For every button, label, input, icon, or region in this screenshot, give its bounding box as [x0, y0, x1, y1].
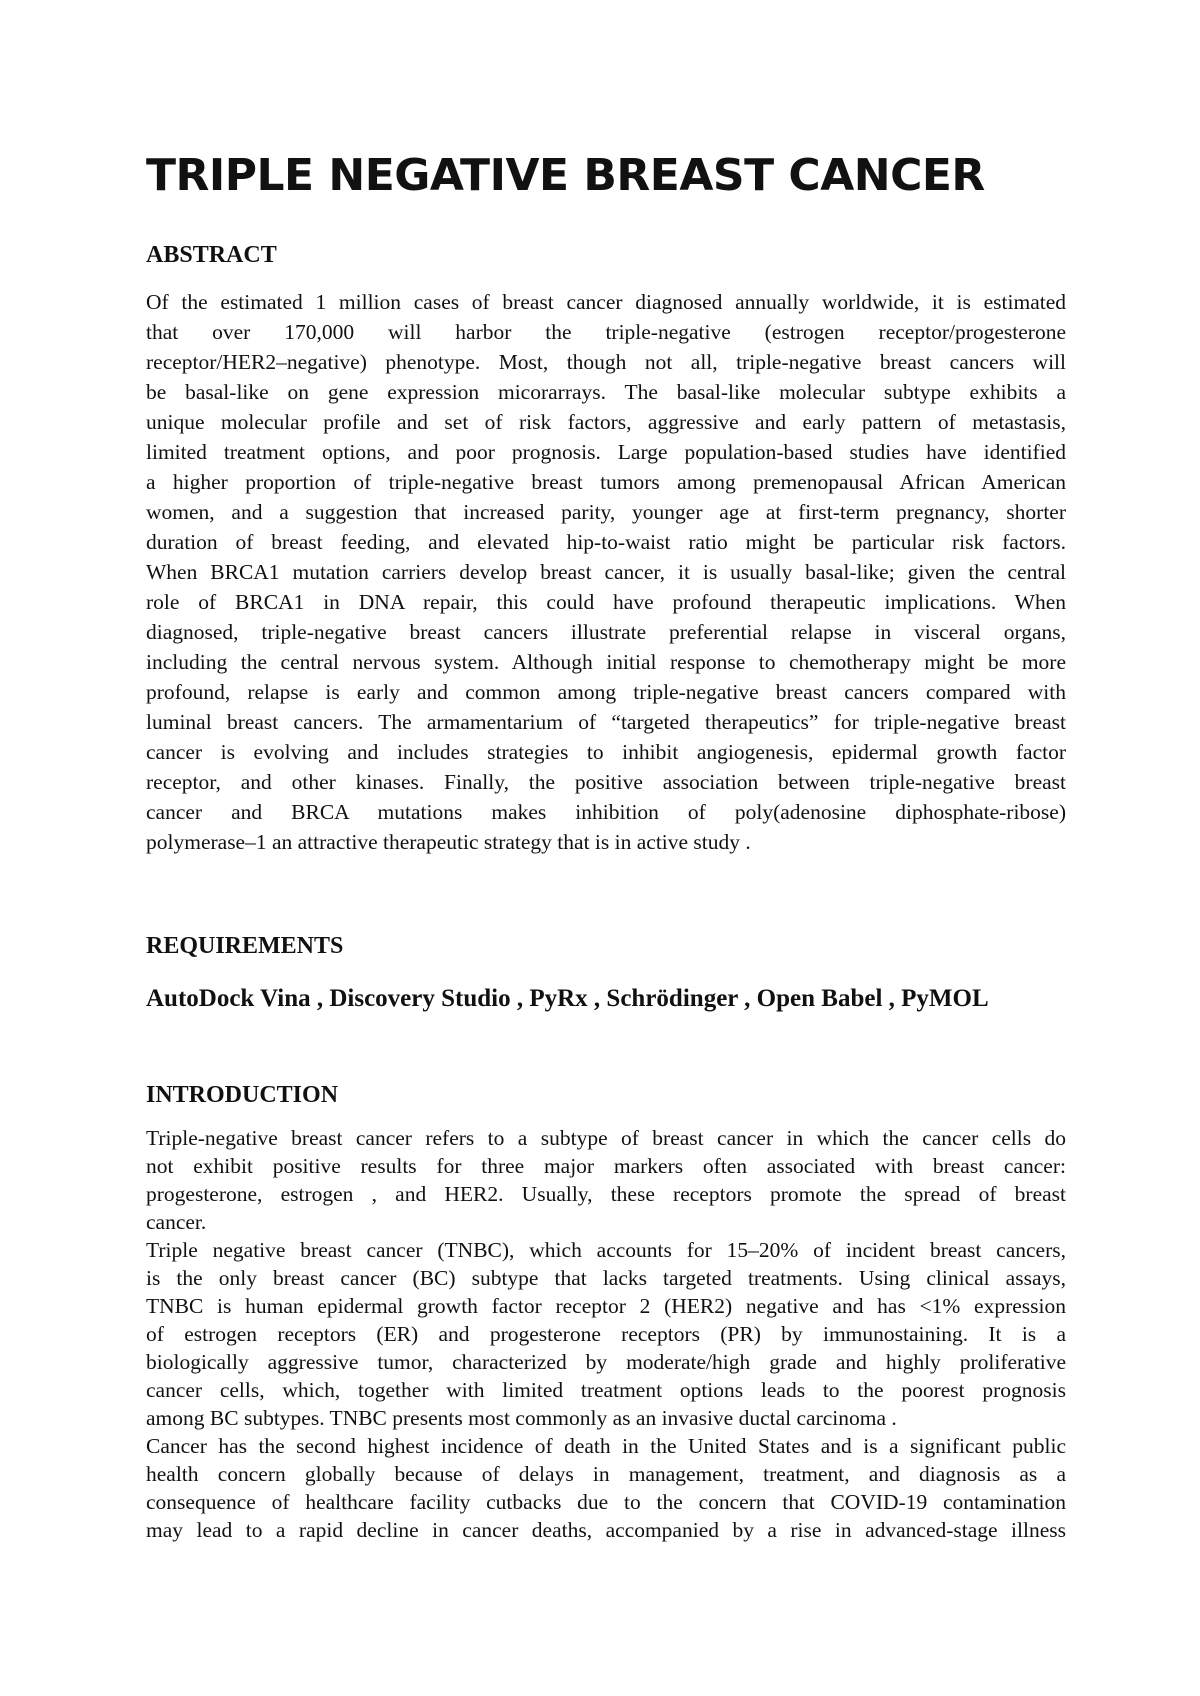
intro-line: biologically aggressive tumor, characterized by moderate/high grade and highly proliferative	[146, 1350, 1066, 1374]
abstract-line: be basal-like on gene expression micorarrays. The basal-like molecular subtype exhibits a	[146, 380, 1066, 404]
abstract-line: cancer and BRCA mutations makes inhibition of poly(adenosine diphosphate-ribose)	[146, 800, 1066, 824]
requirements-tools: AutoDock Vina , Discovery Studio , PyRx , Schrödinger , Open Babel , PyMOL	[146, 985, 989, 1012]
intro-line: consequence of healthcare facility cutbacks due to the concern that COVID-19 contamination	[146, 1490, 1066, 1514]
abstract-line: cancer is evolving and includes strategies to inhibit angiogenesis, epidermal growth factor	[146, 740, 1066, 764]
intro-line: Cancer has the second highest incidence of death in the United States and is a significant public	[146, 1434, 1066, 1458]
intro-line: is the only breast cancer (BC) subtype that lacks targeted treatments. Using clinical assays,	[146, 1266, 1066, 1290]
intro-line: cancer.	[146, 1210, 207, 1234]
abstract-line: luminal breast cancers. The armamentarium of “targeted therapeutics” for triple-negative breast	[146, 710, 1066, 734]
abstract-heading: ABSTRACT	[146, 242, 277, 268]
abstract-line: a higher proportion of triple-negative breast tumors among premenopausal African American	[146, 470, 1066, 494]
abstract-line: women, and a suggestion that increased parity, younger age at first-term pregnancy, shorter	[146, 500, 1066, 524]
abstract-line: polymerase–1 an attractive therapeutic strategy that is in active study .	[146, 830, 751, 854]
abstract-body	[146, 287, 1066, 857]
abstract-line: receptor/HER2–negative) phenotype. Most, though not all, triple-negative breast cancers will	[146, 350, 1066, 374]
abstract-line: receptor, and other kinases. Finally, the positive association between triple-negative breast	[146, 770, 1066, 794]
intro-line: cancer cells, which, together with limited treatment options leads to the poorest prognosis	[146, 1378, 1066, 1402]
abstract-line: duration of breast feeding, and elevated hip-to-waist ratio might be particular risk factors.	[146, 530, 1066, 554]
intro-line: of estrogen receptors (ER) and progesterone receptors (PR) by immunostaining. It is a	[146, 1322, 1066, 1346]
introduction-heading: INTRODUCTION	[146, 1082, 339, 1108]
intro-line: among BC subtypes. TNBC presents most commonly as an invasive ductal carcinoma .	[146, 1406, 897, 1430]
intro-line: may lead to a rapid decline in cancer deaths, accompanied by a rise in advanced-stage illness	[146, 1518, 1066, 1542]
intro-line: health concern globally because of delays in management, treatment, and diagnosis as a	[146, 1462, 1066, 1486]
intro-line: Triple-negative breast cancer refers to a subtype of breast cancer in which the cancer cells do	[146, 1126, 1066, 1150]
abstract-line: When BRCA1 mutation carriers develop breast cancer, it is usually basal-like; given the central	[146, 560, 1066, 584]
introduction-body	[146, 1124, 1066, 1544]
requirements-heading: REQUIREMENTS	[146, 933, 344, 959]
abstract-line: including the central nervous system. Although initial response to chemotherapy might be more	[146, 650, 1066, 674]
abstract-line: profound, relapse is early and common among triple-negative breast cancers compared with	[146, 680, 1066, 704]
intro-line: TNBC is human epidermal growth factor receptor 2 (HER2) negative and has <1% expression	[146, 1294, 1066, 1318]
intro-line: Triple negative breast cancer (TNBC), which accounts for 15–20% of incident breast cancers,	[146, 1238, 1066, 1262]
abstract-line: unique molecular profile and set of risk factors, aggressive and early pattern of metastasis,	[146, 410, 1066, 434]
intro-line: progesterone, estrogen , and HER2. Usually, these receptors promote the spread of breast	[146, 1182, 1066, 1206]
abstract-line: role of BRCA1 in DNA repair, this could have profound therapeutic implications. When	[146, 590, 1066, 614]
intro-line: not exhibit positive results for three major markers often associated with breast cancer:	[146, 1154, 1066, 1178]
abstract-line: diagnosed, triple-negative breast cancers illustrate preferential relapse in visceral organs,	[146, 620, 1066, 644]
abstract-line: Of the estimated 1 million cases of breast cancer diagnosed annually worldwide, it is estimated	[146, 290, 1066, 314]
abstract-line: that over 170,000 will harbor the triple-negative (estrogen receptor/progesterone	[146, 320, 1066, 344]
abstract-line: limited treatment options, and poor prognosis. Large population-based studies have identified	[146, 440, 1066, 464]
document-title: TRIPLE NEGATIVE BREAST CANCER	[146, 150, 985, 201]
